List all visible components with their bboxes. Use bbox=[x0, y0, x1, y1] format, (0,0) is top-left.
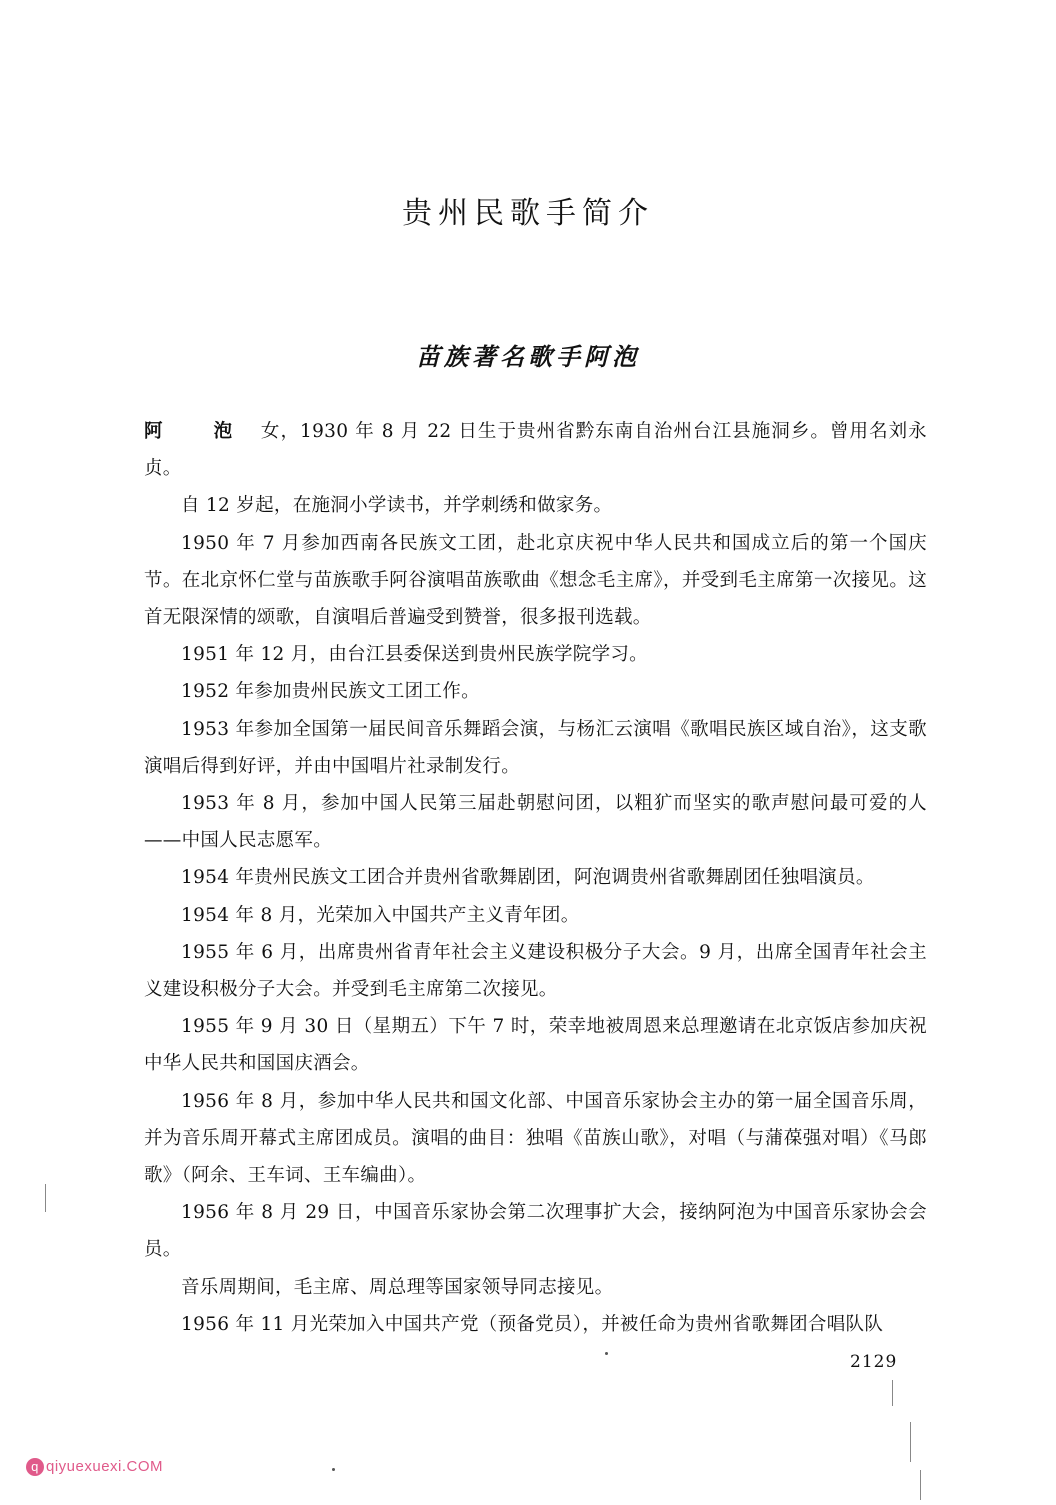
scan-edge-line bbox=[45, 1184, 46, 1212]
paragraph-13: 1956 年 8 月 29 日，中国音乐家协会第二次理事扩大会，接纳阿泡为中国音乐家协会会员。 bbox=[144, 1202, 927, 1261]
paragraph-text: 女，1930 年 8 月 22 日生于贵州省黔东南自治州台江县施洞乡。曾用名刘永贞。 bbox=[144, 421, 927, 480]
paragraph-12: 1956 年 8 月，参加中华人民共和国文化部、中国音乐家协会主办的第一届全国音乐周，并为音乐周开幕式主席团成员。演唱的曲目：独唱《苗族山歌》，对唱（与蒲葆强对唱）《马郎歌》（阿余、王车词、王车编曲）。 bbox=[144, 1090, 927, 1187]
paragraph-5: 1952 年参加贵州民族文工团工作。 bbox=[181, 681, 480, 703]
paragraph-3: 1950 年 7 月参加西南各民族文工团，赴北京庆祝中华人民共和国成立后的第一个国庆节。在北京怀仁堂与苗族歌手阿谷演唱苗族歌曲《想念毛主席》，并受到毛主席第一次接见。这首无限深情的颂歌，自演唱后普遍受到赞誉，很多报刊选载。 bbox=[144, 532, 927, 629]
scan-edge-line bbox=[910, 1422, 911, 1462]
paragraph-8: 1954 年贵州民族文工团合并贵州省歌舞剧团，阿泡调贵州省歌舞剧团任独唱演员。 bbox=[181, 867, 875, 889]
paragraph-4: 1951 年 12 月，由台江县委保送到贵州民族学院学习。 bbox=[181, 644, 648, 666]
paragraph-9: 1954 年 8 月，光荣加入中国共产主义青年团。 bbox=[181, 904, 580, 926]
paragraph-10: 1955 年 6 月，出席贵州省青年社会主义建设积极分子大会。9 月，出席全国青年社会主义建设积极分子大会。并受到毛主席第二次接见。 bbox=[144, 941, 927, 1001]
page-title: 贵州民歌手简介 bbox=[402, 196, 654, 231]
scan-speck bbox=[332, 1468, 335, 1471]
biography-body bbox=[144, 413, 927, 1343]
paragraph-2: 自 12 岁起，在施洞小学读书，并学刺绣和做家务。 bbox=[181, 495, 613, 517]
section-subtitle: 苗族著名歌手阿泡 bbox=[416, 342, 640, 371]
scan-edge-line bbox=[892, 1380, 893, 1406]
watermark-text: qiyuexuexi.COM bbox=[46, 1458, 164, 1475]
paragraph-7: 1953 年 8 月，参加中国人民第三届赴朝慰问团，以粗犷而坚实的歌声慰问最可爱的人——中国人民志愿军。 bbox=[144, 793, 927, 852]
lead-name: 阿 泡 bbox=[144, 421, 245, 442]
paragraph-1 bbox=[144, 413, 927, 487]
paragraph-14: 音乐周期间，毛主席、周总理等国家领导同志接见。 bbox=[181, 1276, 614, 1298]
paragraph-15: 1956 年 11 月光荣加入中国共产党（预备党员），并被任命为贵州省歌舞团合唱队队 bbox=[181, 1313, 884, 1335]
page-number: 2129 bbox=[850, 1352, 898, 1372]
scan-edge-line bbox=[920, 1470, 921, 1500]
paragraph-11: 1955 年 9 月 30 日（星期五）下午 7 时，荣幸地被周恩来总理邀请在北京饭店参加庆祝中华人民共和国国庆酒会。 bbox=[144, 1016, 927, 1075]
watermark-logo-icon: q bbox=[26, 1458, 44, 1476]
paragraph-6: 1953 年参加全国第一届民间音乐舞蹈会演，与杨汇云演唱《歌唱民族区域自治》，这支歌演唱后得到好评，并由中国唱片社录制发行。 bbox=[144, 718, 927, 777]
scan-speck bbox=[605, 1352, 608, 1355]
watermark bbox=[26, 1458, 163, 1476]
